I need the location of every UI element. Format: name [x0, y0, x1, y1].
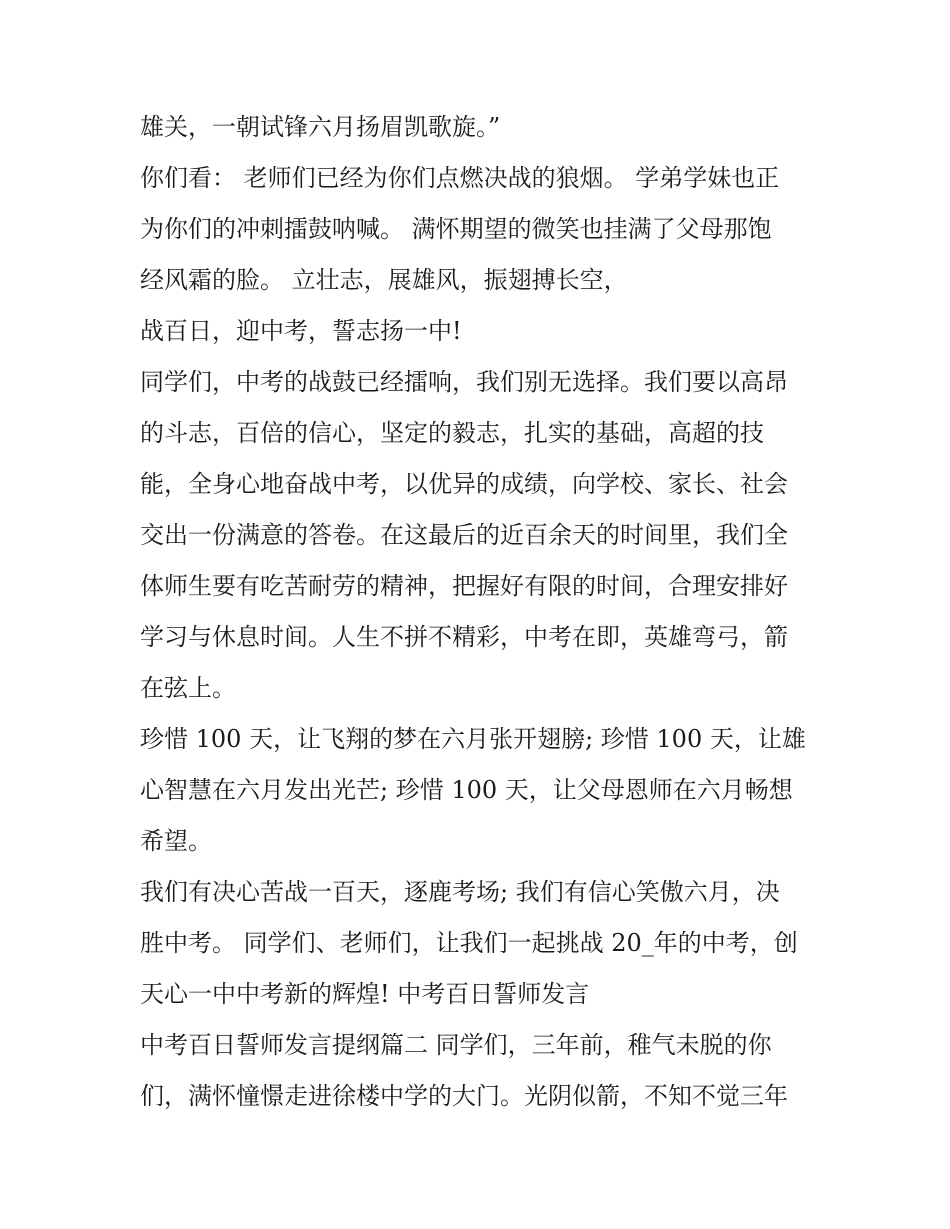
text-line: 体师生要有吃苦耐劳的精神，把握好有限的时间，合理安排好 [140, 572, 788, 600]
text-line: 在弦上。 [140, 674, 236, 702]
text-line: 同学们，中考的战鼓已经擂响，我们别无选择。我们要以高昂 [140, 368, 788, 396]
text-line: 学习与休息时间。人生不拼不精彩，中考在即，英雄弯弓，箭 [140, 623, 788, 651]
text-line: 为你们的冲刺擂鼓呐喊。 满怀期望的微笑也挂满了父母那饱 [140, 215, 772, 243]
text-line: 珍惜 100 天，让飞翔的梦在六月张开翅膀; 珍惜 100 天，让雄 [140, 725, 806, 753]
text-line: 你们看： 老师们已经为你们点燃决战的狼烟。 学弟学妹也正 [140, 164, 780, 192]
text-line: 战百日，迎中考，誓志扬一中! [140, 317, 462, 345]
text-line: 希望。 [140, 827, 212, 855]
text-line: 的斗志，百倍的信心，坚定的毅志，扎实的基础，高超的技 [140, 419, 764, 447]
text-line: 们，满怀憧憬走进徐楼中学的大门。光阴似箭，不知不觉三年 [140, 1082, 788, 1110]
text-line: 中考百日誓师发言提纲篇二 同学们，三年前，稚气未脱的你 [140, 1031, 772, 1059]
text-line: 天心一中中考新的辉煌! 中考百日誓师发言 [140, 980, 590, 1008]
text-line: 能，全身心地奋战中考，以优异的成绩，向学校、家长、社会 [140, 470, 788, 498]
text-line: 心智慧在六月发出光芒; 珍惜 100 天，让父母恩师在六月畅想 [140, 776, 793, 804]
text-line: 我们有决心苦战一百天，逐鹿考场; 我们有信心笑傲六月，决 [140, 878, 780, 906]
text-line: 胜中考。 同学们、老师们，让我们一起挑战 20_年的中考，创 [140, 929, 798, 957]
document-body [140, 102, 820, 1122]
text-line: 交出一份满意的答卷。在这最后的近百余天的时间里，我们全 [140, 521, 788, 549]
text-line: 雄关，一朝试锋六月扬眉凯歌旋。” [140, 113, 501, 141]
text-line: 经风霜的脸。 立壮志，展雄风，振翅搏长空， [140, 266, 628, 294]
